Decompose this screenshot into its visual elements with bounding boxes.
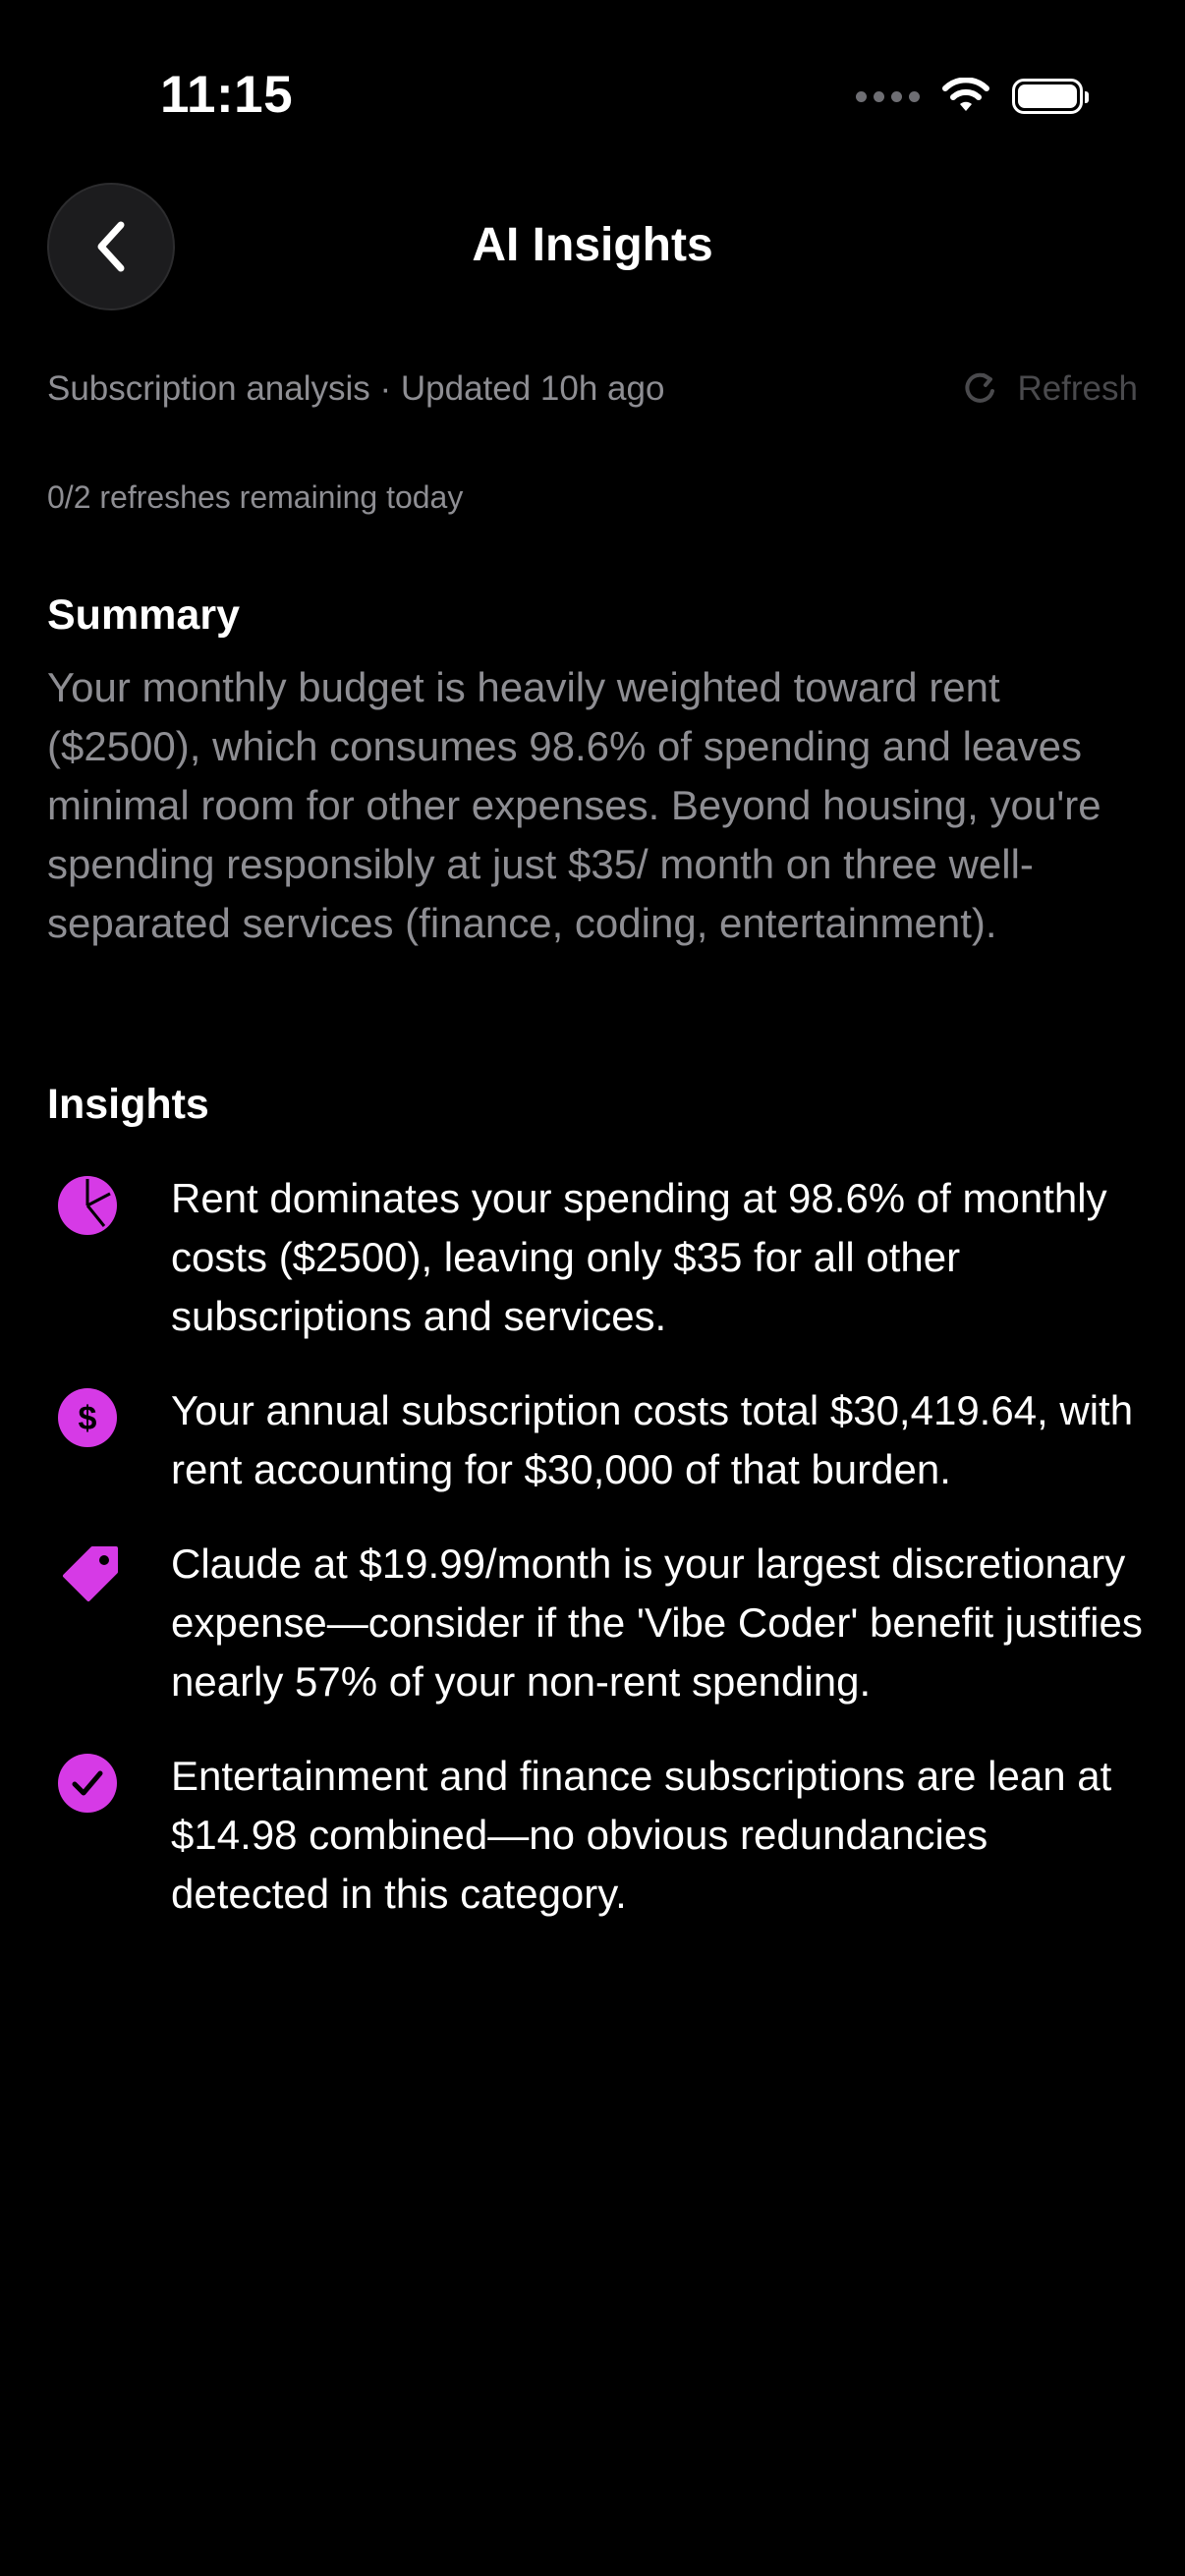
insight-text: Rent dominates your spending at 98.6% of monthly costs ($2500), leaving only $35 for all other subscriptions and services. — [171, 1175, 1107, 1339]
insight-list — [47, 1169, 1143, 1959]
summary-heading: Summary — [47, 591, 240, 639]
svg-text:$: $ — [78, 1400, 97, 1437]
tag-icon — [57, 1540, 122, 1605]
summary-text: Your monthly budget is heavily weighted toward rent ($2500), which consumes 98.6% of spending and leaves minimal room for other expenses. Beyond housing, you're spending responsibly at just $35/ month on three well-separated services (finance, coding, entertainment). — [47, 664, 1101, 946]
pie-chart-icon — [57, 1175, 118, 1236]
status-time: 11:15 — [160, 66, 294, 124]
refresh-remaining-note: 0/2 refreshes remaining today — [47, 479, 464, 515]
insight-item — [47, 1169, 1143, 1346]
insight-text: Entertainment and finance subscriptions are lean at $14.98 combined—no obvious redundancies detected in this category. — [171, 1753, 1112, 1917]
wifi-icon — [941, 78, 990, 115]
battery-icon — [1012, 79, 1083, 114]
refresh-icon — [960, 369, 999, 409]
dollar-icon — [57, 1387, 118, 1448]
refresh-button[interactable] — [960, 369, 1138, 409]
insight-text: Claude at $19.99/month is your largest discretionary expense—consider if the 'Vibe Coder' benefit justifies nearly 57% of your non-rent spending. — [171, 1540, 1143, 1705]
insights-heading: Insights — [47, 1081, 209, 1128]
analysis-meta-row — [47, 365, 1138, 413]
insight-text: Your annual subscription costs total $30,419.64, with rent accounting for $30,000 of that burden. — [171, 1387, 1134, 1492]
insight-item — [47, 1535, 1143, 1711]
insight-item — [47, 1381, 1143, 1499]
page-title: AI Insights — [472, 219, 713, 271]
checkmark-icon — [57, 1753, 118, 1814]
status-bar — [0, 0, 1185, 187]
insight-item — [47, 1747, 1143, 1924]
cellular-signal-icon — [856, 91, 920, 102]
refresh-label: Refresh — [1017, 369, 1138, 408]
analysis-subtitle: Subscription analysis · Updated 10h ago — [47, 369, 665, 408]
status-indicators — [856, 75, 1083, 118]
